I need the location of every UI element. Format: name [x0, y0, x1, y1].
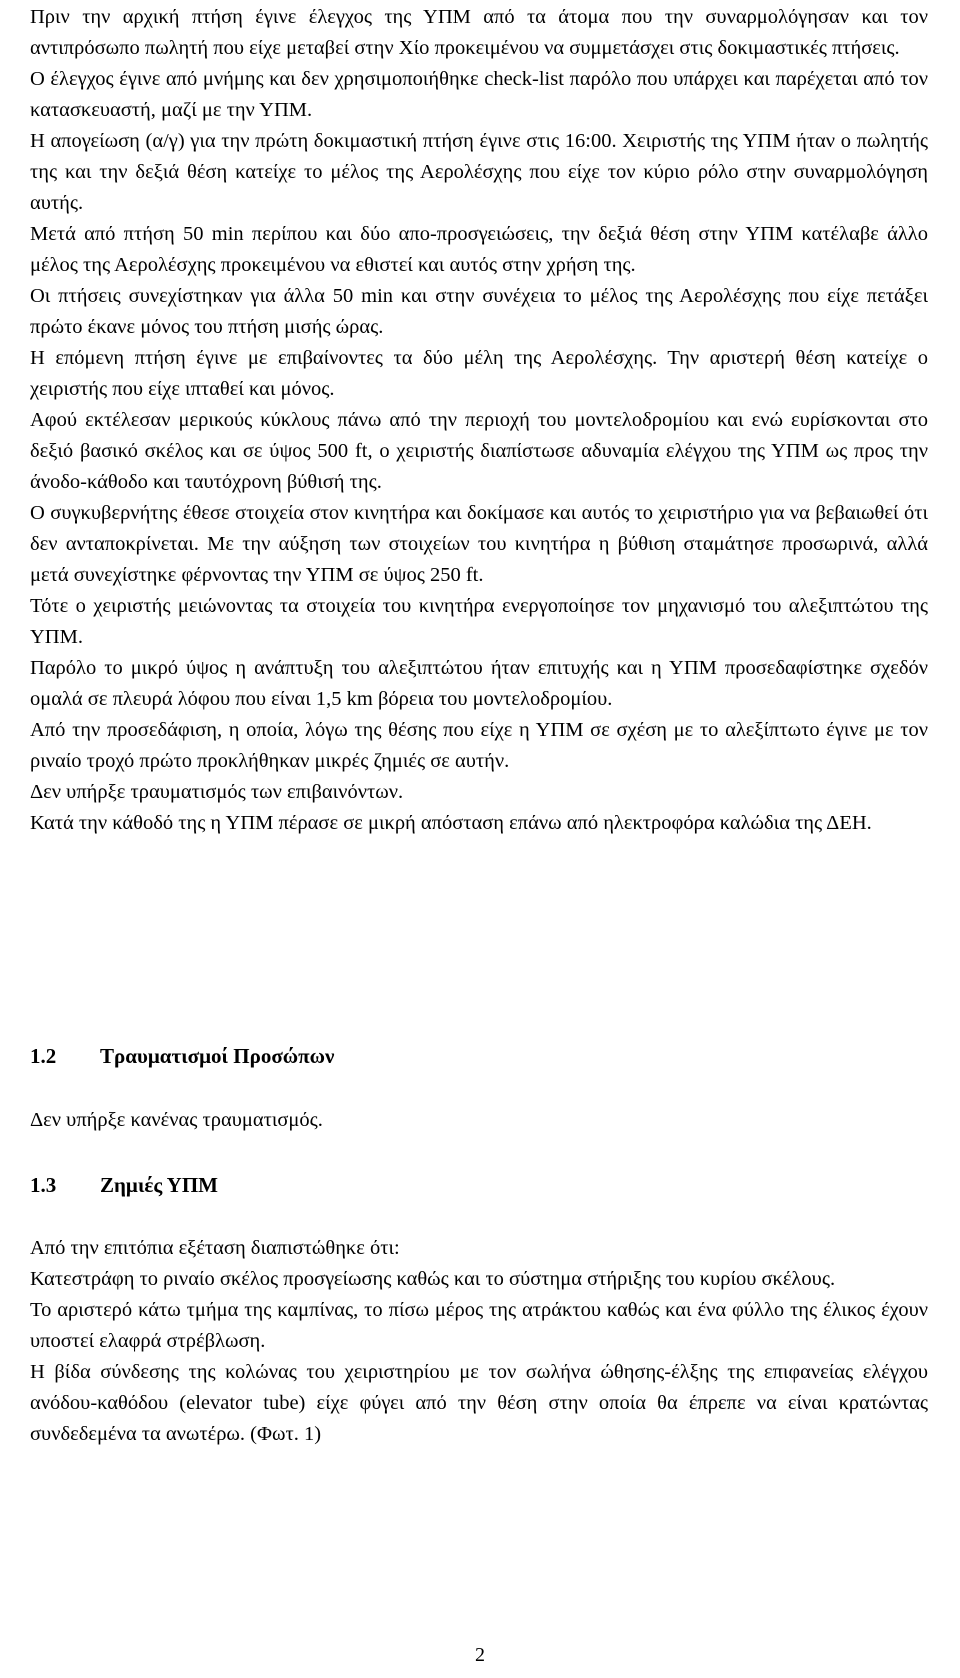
paragraph: Αφού εκτέλεσαν μερικούς κύκλους πάνω από την περιοχή του μοντελοδρομίου και ενώ ευρίσκονται στο δεξιό βασικό σκέλος και σε ύψος 500 ft, ο χειριστής διαπίστωσε αδυναμία ελέγχου της ΥΠΜ ως προς την άνοδο-κάθοδο και ταυτόχρονη βύθισή της.	[30, 409, 928, 493]
paragraph: Οι πτήσεις συνεχίστηκαν για άλλα 50 min και στην συνέχεια το μέλος της Αερολέσχης που είχε πετάξει πρώτο έκανε μόνος του πτήση μισής ώρας.	[30, 285, 928, 338]
section-1-3-body	[30, 1233, 928, 1450]
paragraph: Από την επιτόπια εξέταση διαπιστώθηκε ότι:	[30, 1237, 400, 1259]
paragraph: Κατά την κάθοδό της η ΥΠΜ πέρασε σε μικρή απόσταση επάνω από ηλεκτροφόρα καλώδια της ΔΕΗ.	[30, 812, 872, 834]
paragraph: Το αριστερό κάτω τμήμα της καμπίνας, το πίσω μέρος της ατράκτου καθώς και ένα φύλλο της έλικος έχουν υποστεί ελαφρά στρέβλωση.	[30, 1299, 928, 1352]
section-title: Τραυματισμοί Προσώπων	[100, 1044, 335, 1068]
paragraph: Δεν υπήρξε κανένας τραυματισμός.	[30, 1109, 323, 1131]
section-number: 1.2	[30, 1044, 57, 1068]
paragraph: Η βίδα σύνδεσης της κολώνας του χειριστηρίου με τον σωλήνα ώθησης-έλξης της επιφανείας ελέγχου ανόδου-καθόδου (elevator tube) είχε φύγει από την θέση στην οποία θα έπρεπε να είναι κρατώντας συνδεδεμένα τα ανωτέρω. (Φωτ. 1)	[30, 1361, 928, 1445]
paragraph: Ο συγκυβερνήτης έθεσε στοιχεία στον κινητήρα και δοκίμασε και αυτός το χειριστήριο για να βεβαιωθεί ότι δεν ανταποκρίνεται. Με την αύξηση των στοιχείων του κινητήρα η βύθιση σταμάτησε προσωρινά, αλλά μετά συνεχίστηκε φέρνοντας την ΥΠΜ σε ύψος 250 ft.	[30, 502, 928, 586]
paragraph: Δεν υπήρξε τραυματισμός των επιβαινόντων.	[30, 781, 404, 803]
paragraph: Μετά από πτήση 50 min περίπου και δύο απο-προσγειώσεις, την δεξιά θέση στην ΥΠΜ κατέλαβε άλλο μέλος της Αερολέσχης προκειμένου να εθιστεί και αυτός στην χρήση της.	[30, 223, 928, 276]
paragraph: Πριν την αρχική πτήση έγινε έλεγχος της ΥΠΜ από τα άτομα που την συναρμολόγησαν και τον αντιπρόσωπο πωλητή που είχε μεταβεί στην Χίο προκειμένου να συμμετάσχει στις δοκιμαστικές πτήσεις.	[30, 6, 928, 59]
paragraph: Η επόμενη πτήση έγινε με επιβαίνοντες τα δύο μέλη της Αερολέσχης. Την αριστερή θέση κατείχε ο χειριστής που είχε ιπταθεί και μόνος.	[30, 347, 928, 400]
paragraph: Τότε ο χειριστής μειώνοντας τα στοιχεία του κινητήρα ενεργοποίησε τον μηχανισμό του αλεξιπτώτου της ΥΠΜ.	[30, 595, 928, 648]
paragraph: Από την προσεδάφιση, η οποία, λόγω της θέσης που είχε η ΥΠΜ σε σχέση με το αλεξίπτωτο έγινε με τον ριναίο τροχό πρώτο προκλήθηκαν μικρές ζημιές σε αυτήν.	[30, 719, 928, 772]
section-1-2-body	[30, 1105, 928, 1136]
paragraph: Ο έλεγχος έγινε από μνήμης και δεν χρησιμοποιήθηκε check-list παρόλο που υπάρχει και παρέχεται από τον κατασκευαστή, μαζί με την ΥΠΜ.	[30, 68, 928, 121]
paragraph: Η απογείωση (α/γ) για την πρώτη δοκιμαστική πτήση έγινε στις 16:00. Χειριστής της ΥΠΜ ήταν ο πωλητής της και την δεξιά θέση κατείχε το μέλος της Αερολέσχης που είχε τον κύριο ρόλο στην συναρμολόγηση αυτής.	[30, 130, 928, 214]
section-number: 1.3	[30, 1173, 57, 1197]
section-heading-1-2	[30, 1041, 334, 1072]
page-number: 2	[475, 1644, 485, 1666]
narrative-text	[30, 2, 928, 839]
paragraph: Παρόλο το μικρό ύψος η ανάπτυξη του αλεξιπτώτου ήταν επιτυχής και η ΥΠΜ προσεδαφίστηκε σχεδόν ομαλά σε πλευρά λόφου που είναι 1,5 km βόρεια του μοντελοδρομίου.	[30, 657, 928, 710]
section-title: Ζημιές ΥΠΜ	[100, 1173, 218, 1197]
paragraph: Κατεστράφη το ριναίο σκέλος προσγείωσης καθώς και το σύστημα στήριξης του κυρίου σκέλους.	[30, 1268, 836, 1290]
section-heading-1-3	[30, 1170, 218, 1201]
